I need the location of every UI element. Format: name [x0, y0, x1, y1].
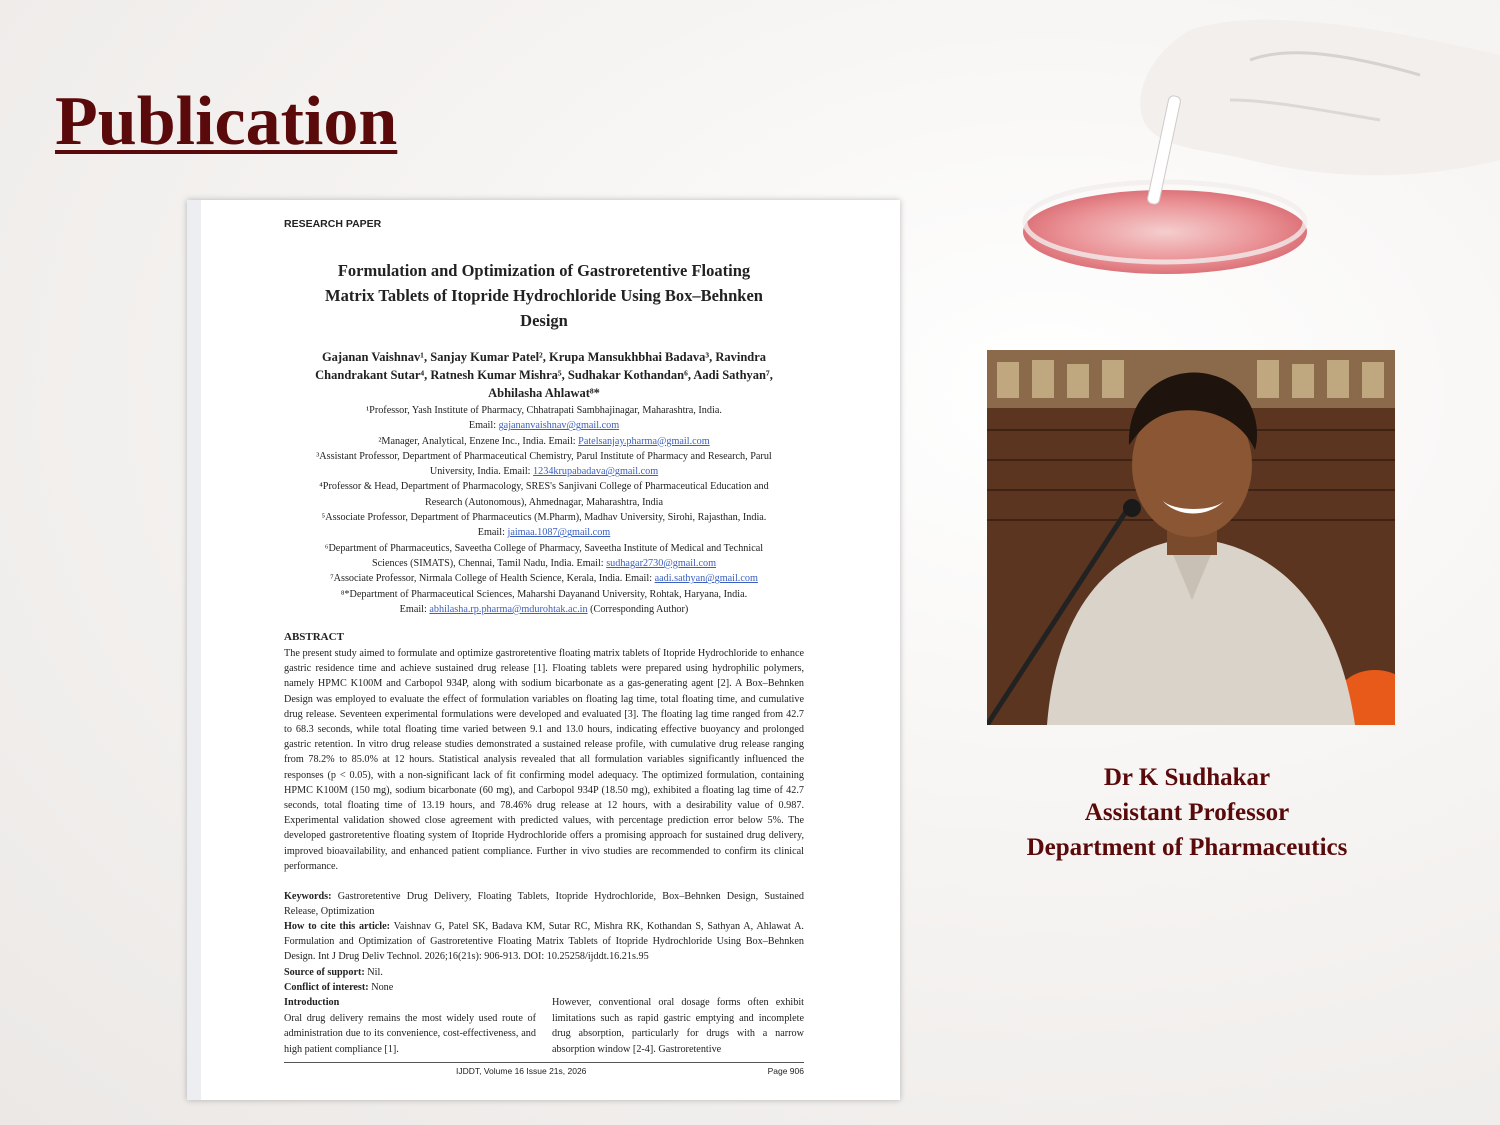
- intro-right-column: However, conventional oral dosage forms often exhibit limitations such as rapid gastric emptying and incomplete drug absorption, particularly for drugs with a narrow absorption window [2-4]. Gastroretentive: [552, 997, 804, 1055]
- affiliation-line: Sciences (SIMATS), Chennai, Tamil Nadu, India. Email: sudhagar2730@gmail.com: [371, 557, 717, 569]
- affiliation-line: ⁸*Department of Pharmaceutical Sciences, Maharshi Dayanand University, Rohtak, Haryana, India.: [340, 588, 748, 600]
- email-link[interactable]: jaimaa.1087@gmail.com: [507, 527, 611, 539]
- email-link[interactable]: abhilasha.rp.pharma@mdurohtak.ac.in: [429, 603, 588, 615]
- email-link[interactable]: sudhagar2730@gmail.com: [606, 557, 717, 569]
- speaker-name: Dr K Sudhakar: [1103, 764, 1271, 791]
- footer-divider: [284, 1062, 804, 1063]
- speaker-bio: [987, 760, 1387, 865]
- paper-label: RESEARCH PAPER: [284, 218, 382, 230]
- affiliation-line: ¹Professor, Yash Institute of Pharmacy, Chhatrapati Sambhajinagar, Maharashtra, India.: [366, 405, 722, 416]
- source-of-support: Source of support: Nil.: [284, 967, 383, 978]
- intro-heading: Introduction: [284, 997, 340, 1008]
- footer-journal: IJDDT, Volume 16 Issue 21s, 2026: [456, 1066, 587, 1076]
- paper-title-line: Matrix Tablets of Itopride Hydrochloride Using Box–Behnken: [325, 286, 763, 305]
- keywords: Keywords: Gastroretentive Drug Delivery, Floating Tablets, Itopride Hydrochloride, Box–Behnken Design, Sustained Release, Optimization: [284, 891, 805, 918]
- paper-title-line: Design: [520, 311, 568, 330]
- affiliation-line: ³Assistant Professor, Department of Pharmaceutical Chemistry, Parul Institute of Pharmacy and Research, Parul: [316, 450, 772, 462]
- portrait-photo: [987, 350, 1395, 725]
- affiliation-line: Email: abhilasha.rp.pharma@mdurohtak.ac.in (Corresponding Author): [399, 603, 689, 615]
- lab-background-image: [1020, 0, 1500, 300]
- slide-title: Publication: [55, 83, 398, 160]
- abstract-heading: ABSTRACT: [284, 631, 344, 643]
- speaker-department: Department of Pharmaceutics: [1026, 834, 1348, 861]
- email-link[interactable]: 1234krupabadava@gmail.com: [533, 466, 659, 478]
- affiliation-line: ⁴Professor & Head, Department of Pharmacology, SRES's Sanjivani College of Pharmaceutical Education and: [319, 481, 769, 493]
- affiliation-line: Email: jaimaa.1087@gmail.com: [477, 527, 611, 539]
- conflict-of-interest: Conflict of interest: None: [284, 982, 394, 993]
- author-line: Abhilasha Ahlawat⁸*: [488, 386, 600, 400]
- paper-title-line: Formulation and Optimization of Gastroretentive Floating: [337, 261, 751, 280]
- affiliation-line: ²Manager, Analytical, Enzene Inc., India. Email: Patelsanjay.pharma@gmail.com: [378, 435, 710, 447]
- author-line: Gajanan Vaishnav¹, Sanjay Kumar Patel², Krupa Mansukhbhai Badava³, Ravindra: [321, 350, 767, 364]
- author-line: Chandrakant Sutar⁴, Ratnesh Kumar Mishra⁵, Sudhakar Kothandan⁶, Aadi Sathyan⁷,: [315, 368, 773, 382]
- affiliation-line: Research (Autonomous), Ahmednagar, Maharashtra, India: [424, 496, 664, 508]
- footer-page: Page 906: [767, 1066, 804, 1076]
- paper-title: [284, 258, 804, 333]
- affiliation-line: University, India. Email: 1234krupabadava@gmail.com: [429, 466, 659, 478]
- affiliation-line: ⁷Associate Professor, Nirmala College of Health Science, Kerala, India. Email: aadi.sathyan@gmail.com: [330, 573, 758, 585]
- email-link[interactable]: gajananvaishnav@gmail.com: [498, 420, 620, 432]
- intro-left-column: Introduction Oral drug delivery remains the most widely used route of administration due to its convenience, cost-effectiveness, and high patient compliance [1].: [284, 997, 536, 1055]
- paper-page-image: [187, 200, 900, 1100]
- citation: How to cite this article: Vaishnav G, Patel SK, Badava KM, Sutar RC, Mishra RK, Kothandan S, Sathyan A, Ahlawat A. Formulation and Optimization of Gastroretentive Floating Matrix Tablets of Itopride Hydrochloride Using Box–Behnken Design. Int J Drug Deliv Technol. 2026;16(21s): 906-913. DOI: 10.25258/ijddt.16.21s.95: [284, 921, 804, 963]
- affiliation-line: ⁶Department of Pharmaceutics, Saveetha College of Pharmacy, Saveetha Institute of Medical and Technical: [324, 542, 764, 554]
- email-link[interactable]: Patelsanjay.pharma@gmail.com: [578, 435, 710, 447]
- email-link[interactable]: aadi.sathyan@gmail.com: [654, 573, 758, 585]
- paper-authors: [284, 348, 804, 402]
- paper-affiliations: [284, 403, 804, 617]
- affiliation-line: Email: gajananvaishnav@gmail.com: [468, 420, 620, 432]
- affiliation-line: ⁵Associate Professor, Department of Pharmaceutics (M.Pharm), Madhav University, Sirohi, Rajasthan, India.: [321, 512, 767, 524]
- abstract-text: The present study aimed to formulate and optimize gastroretentive floating matrix tablets of Itopride Hydrochloride to enhance gastric residence time and achieve sustained drug release [1]. Floating tablets were prepared using hydrophilic polymers, namely HPMC K100M and Carbopol 934P, along with sodium bicarbonate as a gas-generating agent [2]. A Box–Behnken Design was employed to evaluate the effect of formulation variables on floating lag time, total floating time, and cumulative drug release. Seventeen experimental formulations were developed and evaluated [3]. The floating lag time ranged from 42.7 to 68.3 seconds, while total floating time varied between 9.1 and 13.0 hours, indicating effective buoyancy and prolonged gastric retention. In vitro drug release studies demonstrated a sustained release profile, with cumulative drug release ranging from 78.2% to 85.0% at 12 hours. Statistical analysis revealed that all formulation variables significantly influenced the responses (p < 0.05), with a non-significant lack of fit confirming model adequacy. The optimized formulation, containing HPMC K100M (150 mg), sodium bicarbonate (60 mg), and Carbopol 934P (18.50 mg), exhibited a floating lag time of 42.7 seconds, total floating time of 13.19 hours, and 78.46% drug release at 12 hours, with a desirability value of 0.987. Experimental validation showed close agreement with predicted values, with percentage prediction error below 5%. The developed gastroretentive floating system of Itopride Hydrochloride offers a promising approach for sustained drug delivery, improved bioavailability, and enhanced patient compliance. Further in vivo studies are recommended to confirm its clinical performance.: [284, 648, 804, 872]
- speaker-position: Assistant Professor: [1084, 799, 1290, 826]
